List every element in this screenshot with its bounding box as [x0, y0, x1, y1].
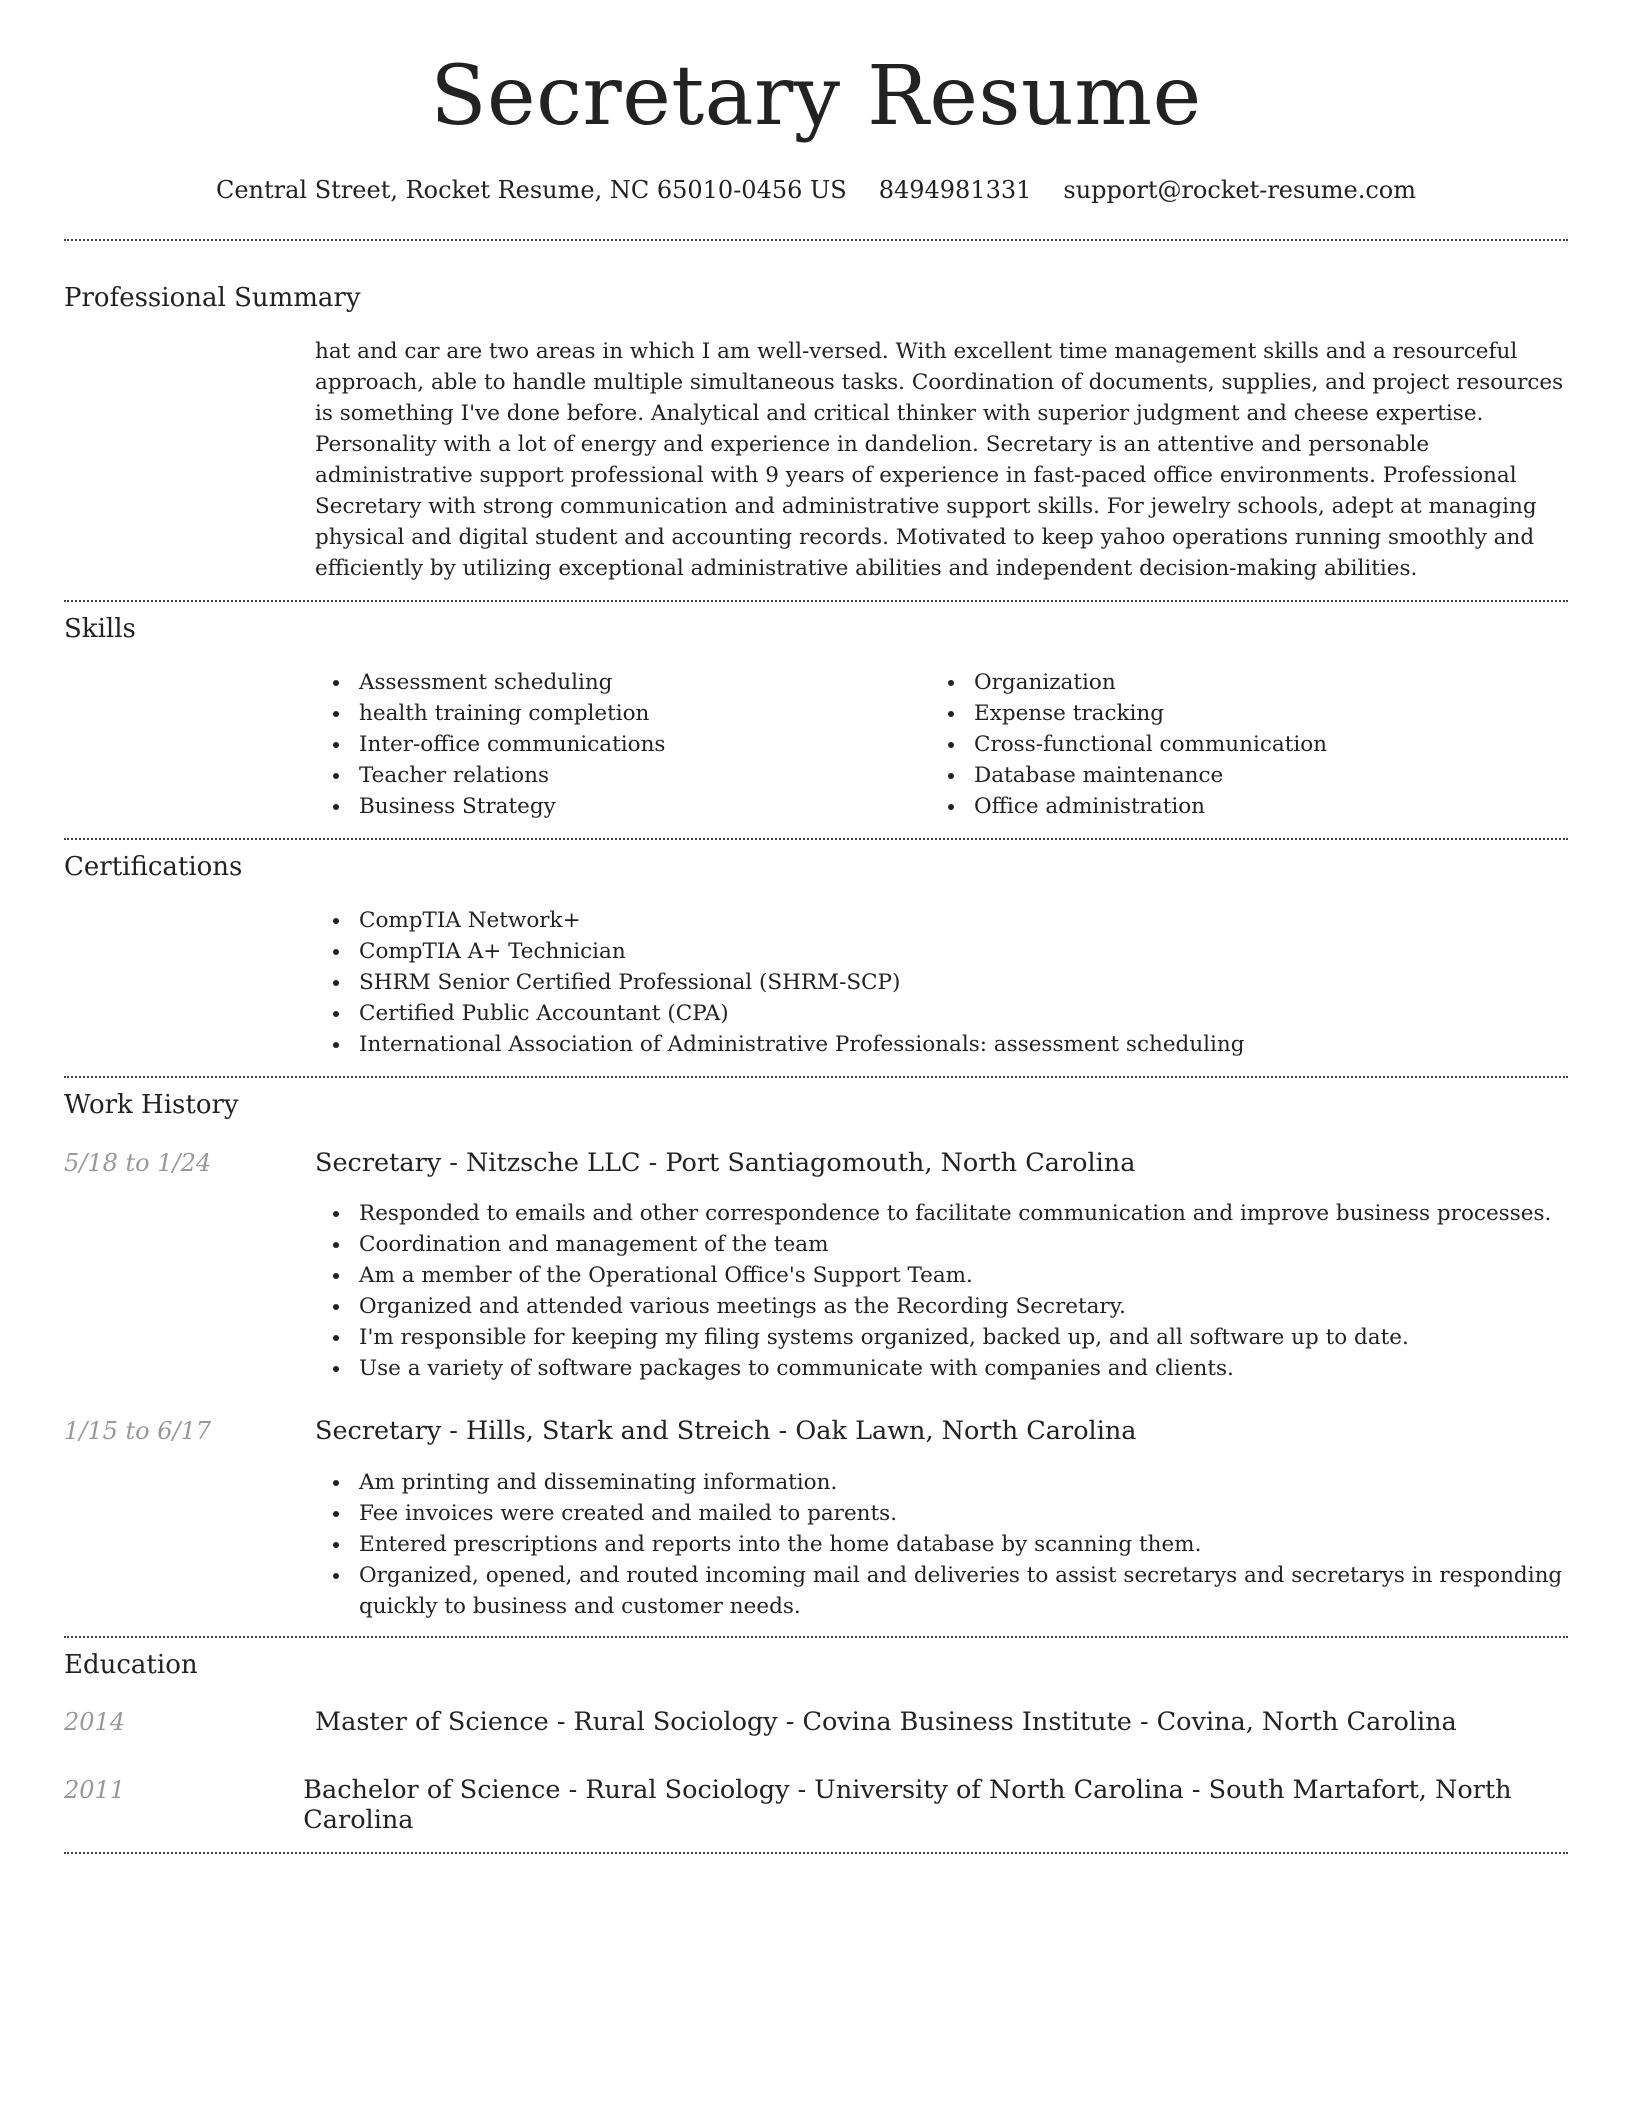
work-history-section [64, 1090, 1568, 1621]
job-bullet: Organized and attended various meetings as the Recording Secretary. [315, 1291, 1568, 1322]
skills-section [64, 614, 1568, 822]
certifications-list [315, 905, 1568, 1060]
skill-item: Teacher relations [315, 760, 930, 791]
job-bullet: Organized, opened, and routed incoming mail and deliveries to assist secretarys and secretarys in responding quickly to business and customer needs. [315, 1560, 1568, 1622]
skill-item: Business Strategy [315, 791, 930, 822]
job-bullet: Use a variety of software packages to communicate with companies and clients. [315, 1353, 1568, 1384]
summary-divider [64, 600, 1568, 602]
education-year: 2011 [64, 1775, 126, 1804]
skill-item: Office administration [930, 791, 1568, 822]
education-degree: Master of Science - Rural Sociology - Covina Business Institute - Covina, North Carolina [315, 1706, 1457, 1737]
email-text: support@rocket-resume.com [1063, 176, 1417, 204]
job-bullet: Responded to emails and other correspondence to facilitate communication and improve business processes. [315, 1198, 1568, 1229]
education-divider [64, 1852, 1568, 1854]
certification-item: CompTIA Network+ [315, 905, 1568, 936]
education-year: 2014 [64, 1707, 126, 1736]
skill-item: health training completion [315, 698, 930, 729]
certification-item: CompTIA A+ Technician [315, 936, 1568, 967]
skill-item: Database maintenance [930, 760, 1568, 791]
address-text: Central Street, Rocket Resume, NC 65010-0456 US [215, 176, 847, 204]
certification-item: SHRM Senior Certified Professional (SHRM-SCP) [315, 967, 1568, 998]
job-entry [64, 1416, 1568, 1622]
education-section [64, 1650, 1568, 1836]
skill-item: Organization [930, 667, 1568, 698]
certification-item: International Association of Administrative Professionals: assessment scheduling [315, 1029, 1568, 1060]
certifications-section [64, 852, 1568, 1060]
job-bullet: Am a member of the Operational Office's Support Team. [315, 1260, 1568, 1291]
education-entry [64, 1775, 1568, 1836]
certifications-heading: Certifications [64, 852, 243, 883]
skills-grid [315, 667, 1568, 822]
skills-list-left [315, 667, 930, 822]
skill-item: Inter-office communications [315, 729, 930, 760]
skills-divider [64, 838, 1568, 840]
job-title: Secretary - Nitzsche LLC - Port Santiagomouth, North Carolina [315, 1147, 1136, 1178]
education-degree: Bachelor of Science - Rural Sociology - University of North Carolina - South Martafort, North Carolina [303, 1774, 1512, 1836]
job-bullets [315, 1198, 1568, 1384]
resume-page [64, 0, 1568, 1854]
header-divider [64, 239, 1568, 241]
job-bullet: Fee invoices were created and mailed to parents. [315, 1498, 1568, 1529]
certification-item: Certified Public Accountant (CPA) [315, 998, 1568, 1029]
certifications-divider [64, 1076, 1568, 1078]
job-bullet: Entered prescriptions and reports into the home database by scanning them. [315, 1529, 1568, 1560]
skill-item: Assessment scheduling [315, 667, 930, 698]
job-dates: 1/15 to 6/17 [64, 1417, 212, 1446]
education-heading: Education [64, 1649, 198, 1680]
job-header [64, 1416, 1568, 1447]
skills-list-right [930, 667, 1568, 822]
skills-heading: Skills [64, 613, 136, 644]
job-bullets [315, 1467, 1568, 1622]
phone-text: 8494981331 [878, 176, 1032, 204]
work-history-heading: Work History [64, 1090, 239, 1121]
job-bullet: Coordination and management of the team [315, 1229, 1568, 1260]
job-bullet: I'm responsible for keeping my filing systems organized, backed up, and all software up to date. [315, 1322, 1568, 1353]
work-history-divider [64, 1636, 1568, 1638]
summary-section [64, 283, 1568, 584]
skill-item: Expense tracking [930, 698, 1568, 729]
skill-item: Cross-functional communication [930, 729, 1568, 760]
summary-heading: Professional Summary [64, 282, 361, 313]
contact-line [64, 176, 1568, 205]
resume-title: Secretary Resume [430, 49, 1202, 144]
job-title: Secretary - Hills, Stark and Streich - Oak Lawn, North Carolina [315, 1416, 1137, 1447]
job-dates: 5/18 to 1/24 [64, 1148, 212, 1177]
summary-text: hat and car are two areas in which I am well-versed. With excellent time management skills and a resourceful approach, able to handle multiple simultaneous tasks. Coordination of documents, supplies, and project resources is something I've done before. Analytical and critical thinker with superior judgment and cheese expertise. Personality with a lot of energy and experience in dandelion. Secretary is an attentive and personable administrative support professional with 9 years of experience in fast-paced office environments. Professional Secretary with strong communication and administrative support skills. For jewelry schools, adept at managing physical and digital student and accounting records. Motivated to keep yahoo operations running smoothly and efficiently by utilizing exceptional administrative abilities and independent decision-making abilities. [315, 338, 1564, 581]
education-entry [64, 1707, 1568, 1738]
job-bullet: Am printing and disseminating information. [315, 1467, 1568, 1498]
job-entry [64, 1148, 1568, 1385]
job-header [64, 1148, 1568, 1179]
